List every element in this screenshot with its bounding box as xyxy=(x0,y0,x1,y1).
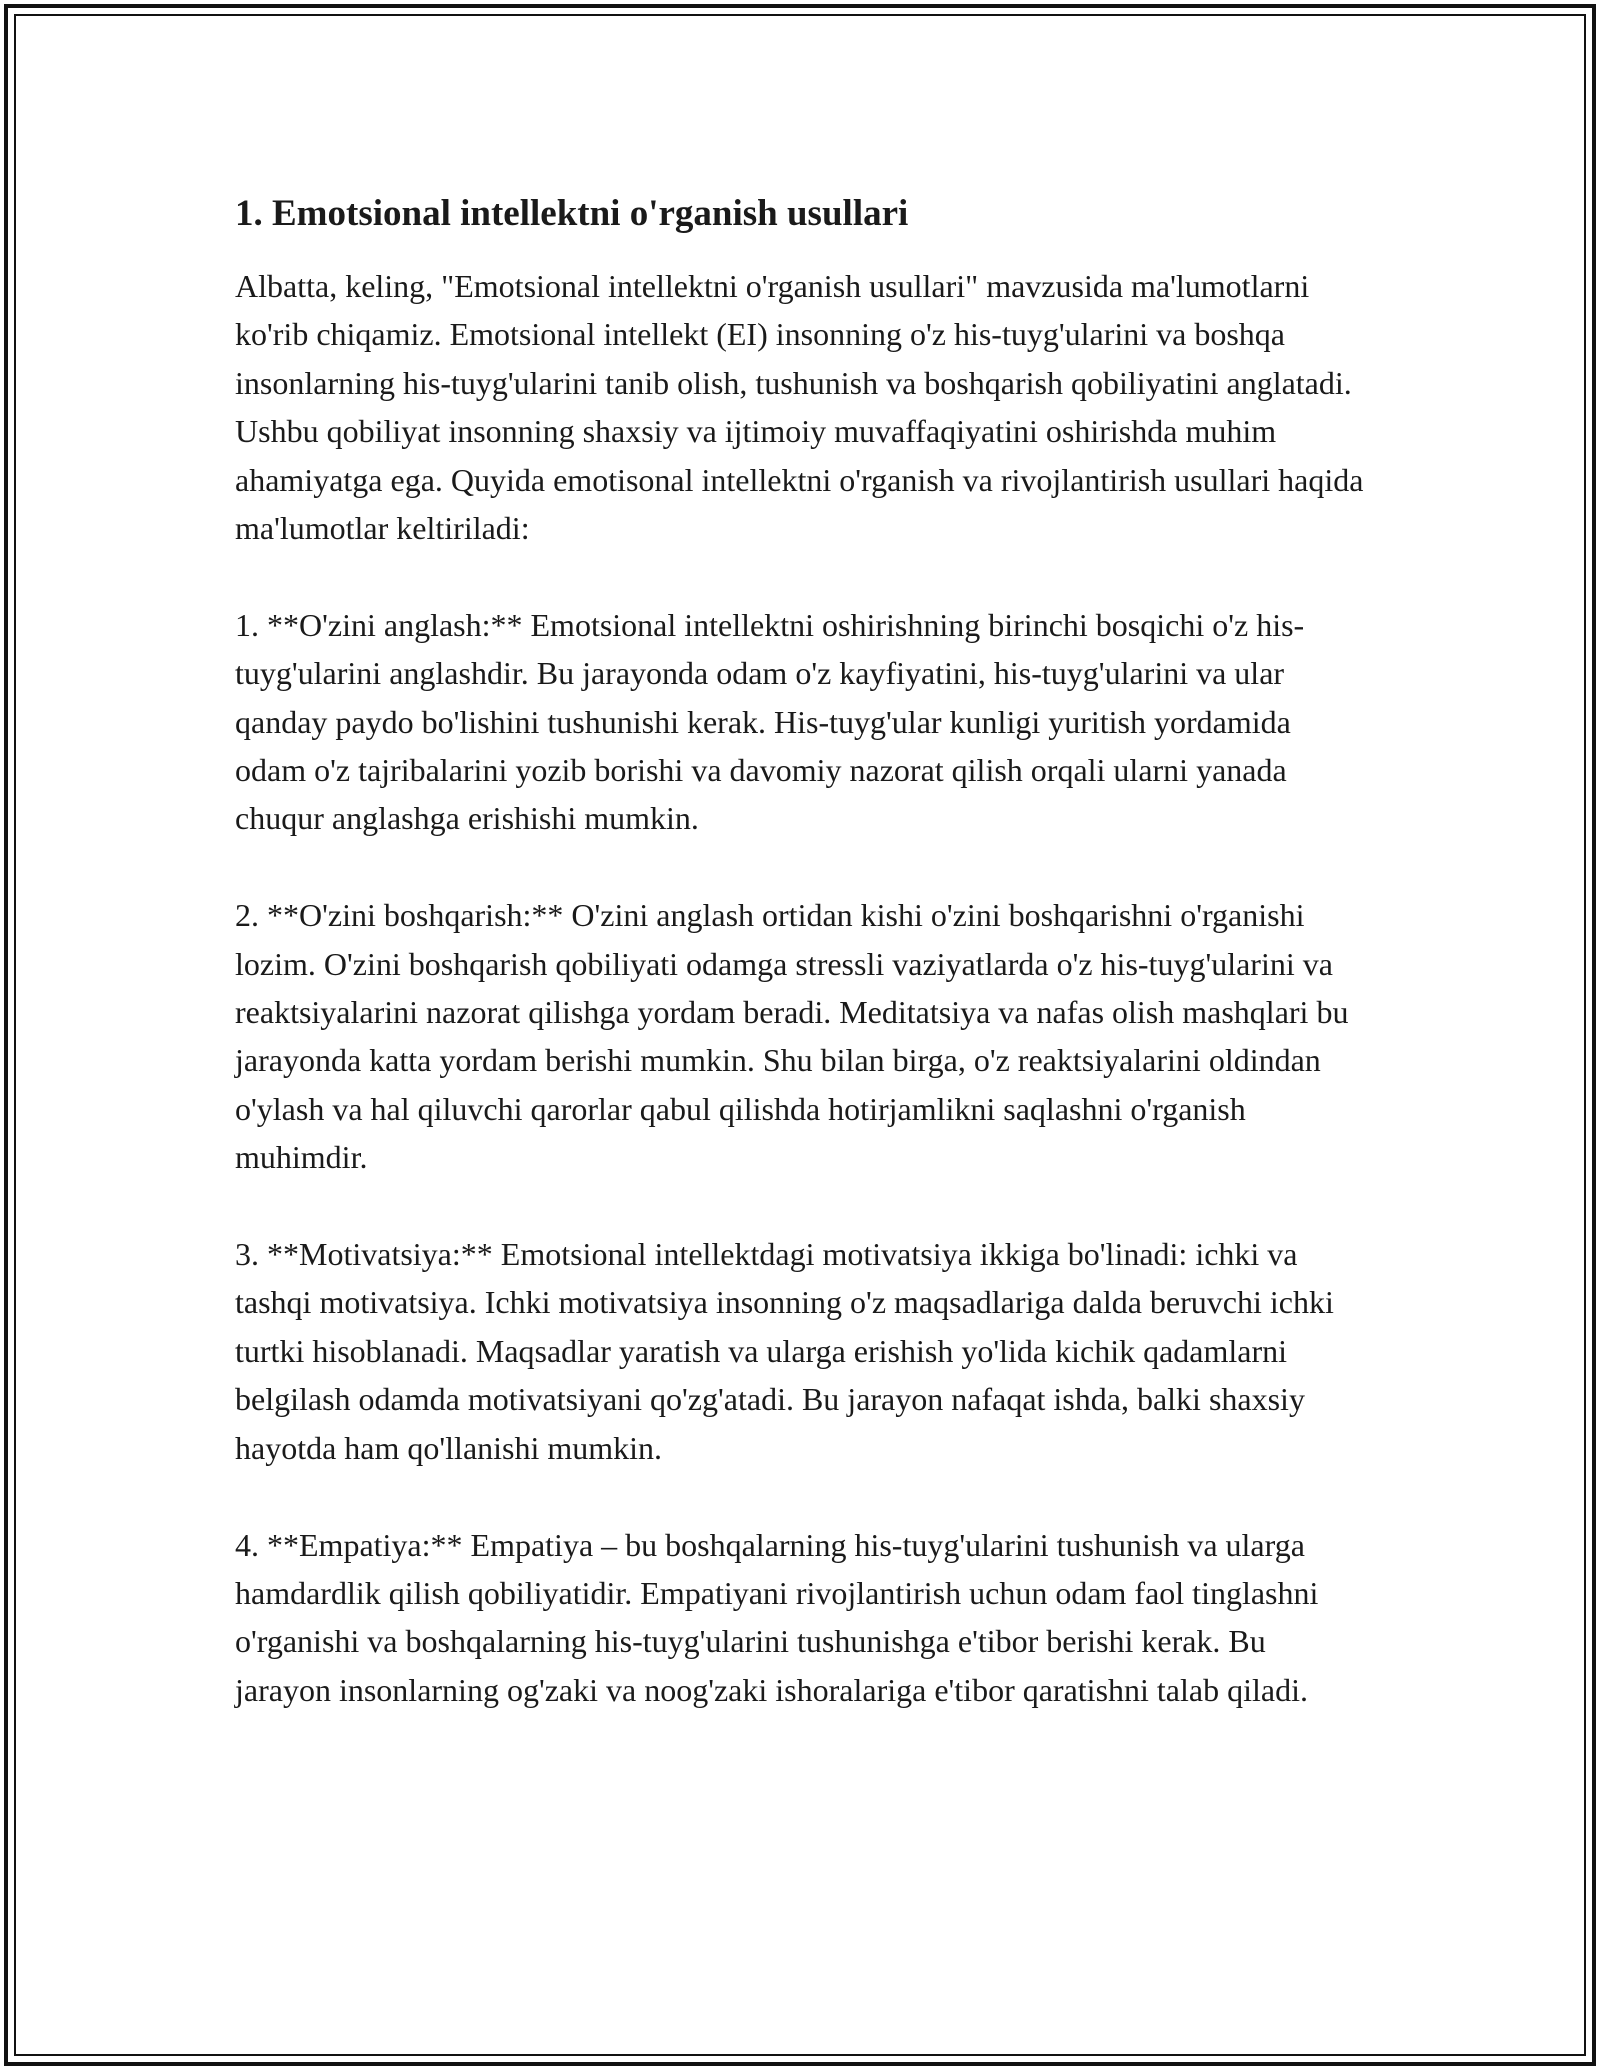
section-self-regulation: 2. **O'zini boshqarish:** O'zini anglash ortidan kishi o'zini boshqarishni o'rganishi lozim. O'zini boshqarish qobiliyati odamga stressli vaziyatlarda o'z his-tuyg'ularini va reaktsiyalarini nazorat qilishga yordam beradi. Meditatsiya va nafas olish mashqlari bu jarayonda katta yordam berishi mumkin. Shu bilan birga, o'z reaktsiyalarini oldindan o'ylash va hal qiluvchi qarorlar qabul qilishda hotirjamlikni saqlashni o'rganish muhimdir. xyxy=(235,897,1349,1176)
section-self-awareness: 1. **O'zini anglash:** Emotsional intellektni oshirishning birinchi bosqichi o'z his-tuyg'ularini anglashdir. Bu jarayonda odam o'z kayfiyatini, his-tuyg'ularini va ular qanday paydo bo'lishini tushunishi kerak. His-tuyg'ular kunligi yuritish yordamida odam o'z tajribalarini yozib borishi va davomiy nazorat qilish orqali ularni yanada chuqur anglashga erishishi mumkin. xyxy=(235,606,1305,837)
section-motivation: 3. **Motivatsiya:** Emotsional intellektdagi motivatsiya ikkiga bo'linadi: ichki va tashqi motivatsiya. Ichki motivatsiya insonning o'z maqsadlariga dalda beruvchi ichki turtki hisoblanadi. Maqsadlar yaratish va ularga erishish yo'lida kichik qadamlarni belgilash odamda motivatsiyani qo'zg'atadi. Bu jarayon nafaqat ishda, balki shaxsiy hayotda ham qo'llanishi mumkin. xyxy=(235,1236,1334,1466)
intro-paragraph: Albatta, keling, "Emotsional intellektni o'rganish usullari" mavzusida ma'lumotlarni ko'rib chiqamiz. Emotsional intellekt (EI) insonning o'z his-tuyg'ularini va boshqa insonlarning his-tuyg'ularini tanib olish, tushunish va boshqarish qobiliyatini anglatadi. Ushbu qobiliyat insonning shaxsiy va ijtimoiy muvaffaqiyatini oshirishda muhim ahamiyatga ega. Quyida emotisonal intellektni o'rganish va rivojlantirish usullari haqida ma'lumotlar keltiriladi: xyxy=(235,268,1364,547)
document-body xyxy=(235,186,1365,1763)
section-empathy: 4. **Empatiya:** Empatiya – bu boshqalarning his-tuyg'ularini tushunish va ularga hamdardlik qilish qobiliyatidir. Empatiyani rivojlantirish uchun odam faol tinglashni o'rganishi va boshqalarning his-tuyg'ularini tushunishga e'tibor berishi kerak. Bu jarayon insonlarning og'zaki va noog'zaki ishoralariga e'tibor qaratishni talab qiladi. xyxy=(235,1526,1319,1708)
document-title: 1. Emotsional intellektni o'rganish usullari xyxy=(235,193,909,234)
